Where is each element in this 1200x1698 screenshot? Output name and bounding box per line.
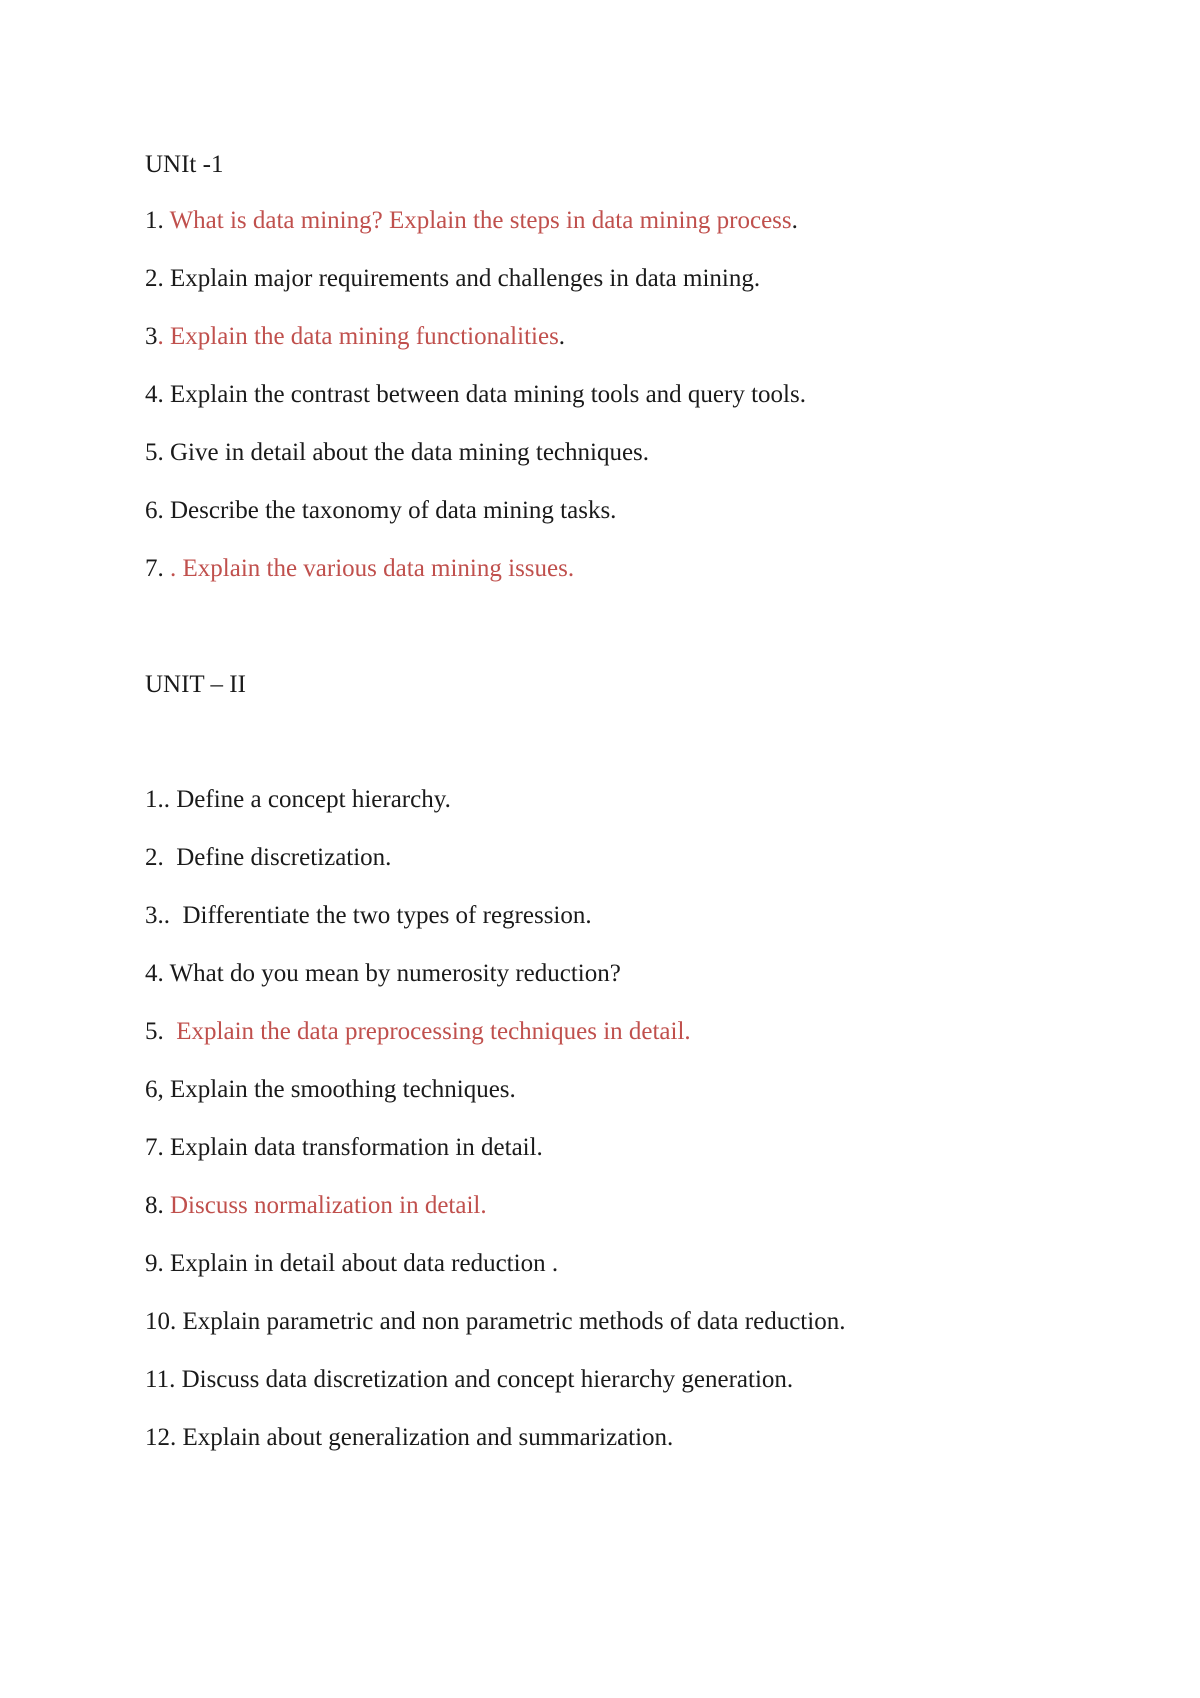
- unit2-heading: UNIT – II: [145, 671, 246, 698]
- unit1-question-5: [145, 438, 649, 468]
- question-text: Describe the taxonomy of data mining tasks.: [170, 497, 617, 524]
- question-text: . Explain the various data mining issues.: [170, 555, 575, 582]
- question-number: 7.: [145, 555, 170, 582]
- unit1-heading: UNIt -1: [145, 151, 224, 178]
- question-tail: .: [791, 207, 798, 234]
- question-number: 7.: [145, 1134, 170, 1161]
- question-tail: .: [558, 323, 566, 350]
- unit2-question-9: [145, 1249, 558, 1279]
- unit2-question-3: [145, 901, 592, 931]
- unit2-question-11: [145, 1365, 793, 1395]
- question-text: Explain major requirements and challenges in data mining.: [170, 265, 761, 292]
- question-number: 10.: [145, 1308, 183, 1335]
- question-text: Explain the smoothing techniques.: [170, 1076, 516, 1103]
- unit1-question-3: [145, 322, 565, 352]
- question-number: 1.: [145, 207, 170, 234]
- unit1-question-4: [145, 380, 806, 410]
- question-number: 5.: [145, 439, 170, 466]
- question-text: What do you mean by numerosity reduction?: [169, 960, 621, 987]
- unit2-question-5: [145, 1017, 691, 1047]
- question-number: 11.: [145, 1366, 182, 1393]
- question-text: Explain in detail about data reduction .: [170, 1250, 559, 1277]
- question-text: Discuss data discretization and concept hierarchy generation.: [181, 1366, 794, 1393]
- question-number: 4.: [145, 381, 170, 408]
- unit2-question-7: [145, 1133, 543, 1163]
- unit1-question-7: [145, 554, 574, 584]
- question-number: 3: [145, 323, 158, 350]
- question-text: Differentiate the two types of regression.: [182, 902, 592, 929]
- question-text: What is data mining? Explain the steps in data mining process: [169, 207, 792, 234]
- unit1-question-2: [145, 264, 760, 294]
- question-text: Give in detail about the data mining techniques.: [170, 439, 650, 466]
- question-text: Explain about generalization and summarization.: [182, 1424, 674, 1451]
- question-number: 12.: [145, 1424, 183, 1451]
- unit1-question-1: [145, 206, 798, 236]
- question-text: Define discretization.: [176, 844, 392, 871]
- question-text: Explain the contrast between data mining tools and query tools.: [170, 381, 806, 408]
- question-text: Explain the data preprocessing techniques in detail.: [176, 1018, 691, 1045]
- question-text: Explain data transformation in detail.: [170, 1134, 543, 1161]
- question-number: 2.: [145, 844, 177, 871]
- unit2-question-10: [145, 1307, 845, 1337]
- unit2-question-8: [145, 1191, 487, 1221]
- question-number: 3..: [145, 902, 183, 929]
- question-number: 6.: [145, 497, 170, 524]
- question-number: 9.: [145, 1250, 170, 1277]
- question-number: 5.: [145, 1018, 177, 1045]
- unit2-question-6: [145, 1075, 516, 1105]
- unit2-question-12: [145, 1423, 673, 1453]
- unit1-question-6: [145, 496, 616, 526]
- question-text: Discuss normalization in detail.: [170, 1192, 487, 1219]
- question-text: Explain parametric and non parametric methods of data reduction.: [182, 1308, 846, 1335]
- unit2-question-2: [145, 843, 391, 873]
- question-text: . Explain the data mining functionalities: [157, 323, 559, 350]
- unit2-question-1: [145, 785, 451, 815]
- question-number: 8.: [145, 1192, 170, 1219]
- question-number: 2.: [145, 265, 170, 292]
- question-number: 1.: [145, 786, 164, 813]
- question-number: 6,: [145, 1076, 170, 1103]
- question-text: . Define a concept hierarchy.: [163, 786, 451, 813]
- unit2-question-4: [145, 959, 621, 989]
- question-number: 4.: [145, 960, 170, 987]
